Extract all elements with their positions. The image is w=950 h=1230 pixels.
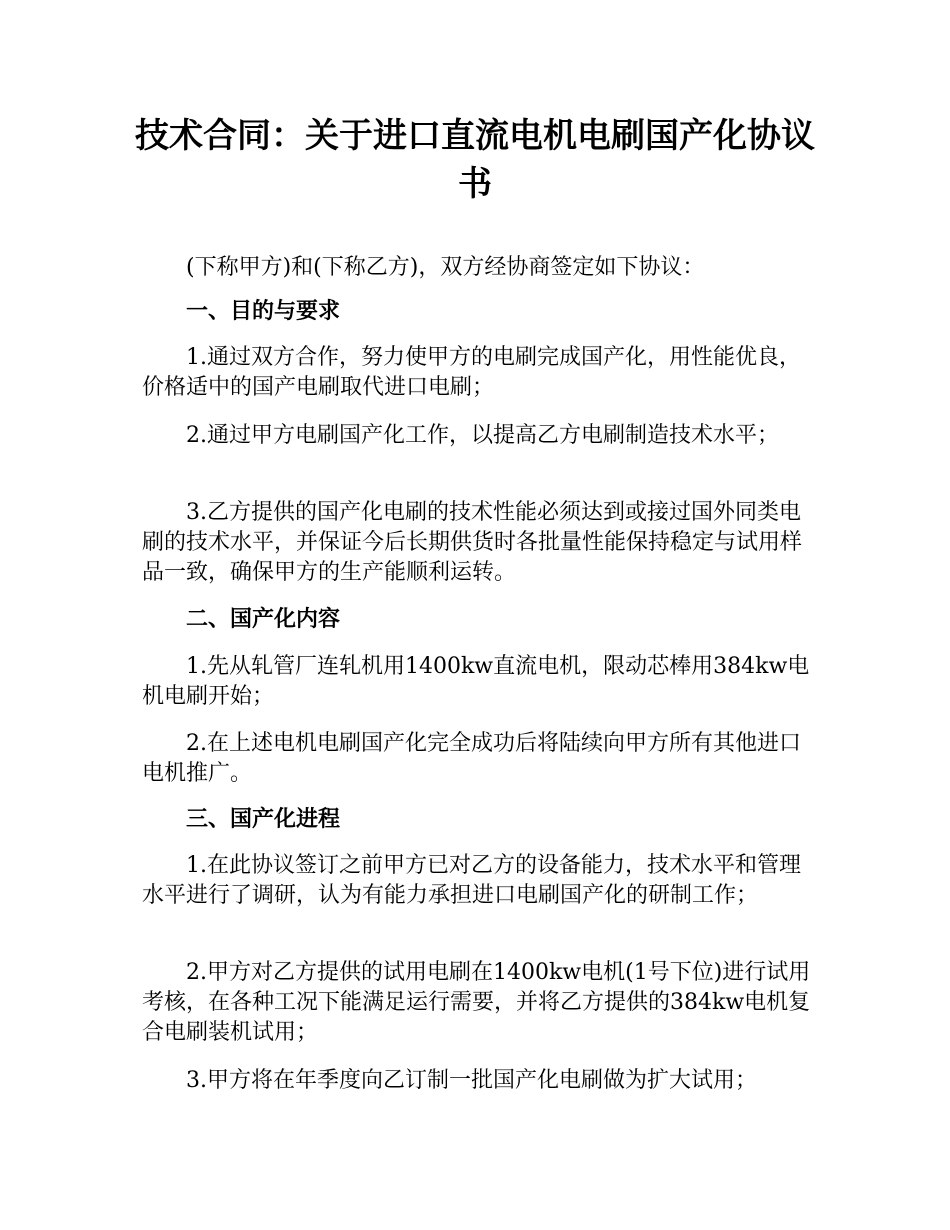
paragraph: 2.甲方对乙方提供的试用电刷在1400kw电机(1号下位)进行试用考核，在各种工况下能满足运行需要，并将乙方提供的384kw电机复合电刷装机试用； (142, 960, 811, 1045)
section-heading-content: 二、国产化内容 (186, 607, 341, 632)
section-heading-purpose: 一、目的与要求 (186, 299, 341, 324)
paragraph: 1.在此协议签订之前甲方已对乙方的设备能力，技术水平和管理水平进行了调研，认为有能力承担进口电刷国产化的研制工作； (142, 853, 801, 908)
section-heading-progress: 三、国产化进程 (186, 807, 341, 832)
paragraph: 2.通过甲方电刷国产化工作，以提高乙方电刷制造技术水平； (186, 423, 779, 448)
paragraph: 1.通过双方合作，努力使甲方的电刷完成国产化，用性能优良，价格适中的国产电刷取代进口电刷； (142, 345, 801, 400)
paragraph: 3.甲方将在年季度向乙订制一批国产化电刷做为扩大试用； (186, 1068, 757, 1093)
document-title: 技术合同：关于进口直流电机电刷国产化协议书 (135, 116, 815, 204)
intro-paragraph: (下称甲方)和(下称乙方)，双方经协商签定如下协议： (186, 255, 705, 280)
paragraph: 3.乙方提供的国产化电刷的技术性能必须达到或接过国外同类电刷的技术水平，并保证今后长期供货时各批量性能保持稳定与试用样品一致，确保甲方的生产能顺利运转。 (142, 500, 803, 585)
paragraph: 1.先从轧管厂连轧机用1400kw直流电机，限动芯棒用384kw电机电刷开始； (142, 654, 810, 709)
paragraph: 2.在上述电机电刷国产化完全成功后将陆续向甲方所有其他进口电机推广。 (142, 731, 801, 786)
